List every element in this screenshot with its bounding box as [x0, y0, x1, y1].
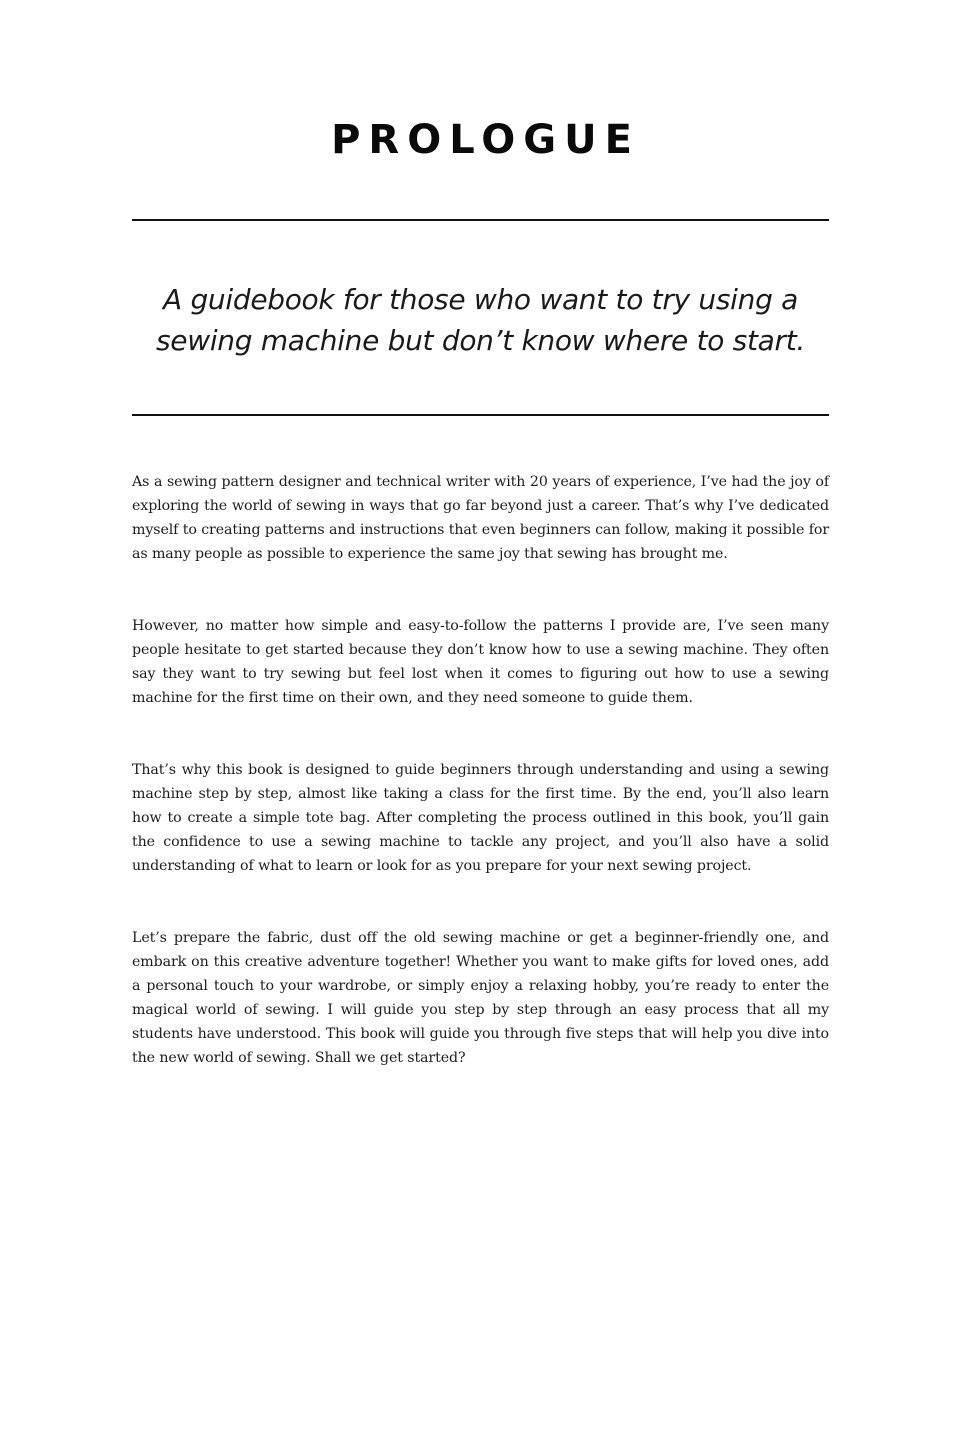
- body-paragraph-2: However, no matter how simple and easy-to-follow the patterns I provide are, I’ve seen many people hesitate to get started because they don’t know how to use a sewing machine. They often say they want to try sewing but feel lost when it comes to figuring out how to use a sewing machine for the first time on their own, and they need someone to guide them.: [132, 618, 829, 706]
- top-divider: [132, 219, 829, 221]
- page-subtitle: A guidebook for those who want to try using a sewing machine but don’t know where to start.: [156, 283, 805, 357]
- body-paragraph-3: That’s why this book is designed to guide beginners through understanding and using a sewing machine step by step, almost like taking a class for the first time. By the end, you’ll also learn how to create a simple tote bag. After completing the process outlined in this book, you’ll gain the confidence to use a sewing machine to tackle any project, and you’ll also have a solid understanding of what to learn or look for as you prepare for your next sewing project.: [132, 762, 829, 874]
- page-title: PROLOGUE: [331, 117, 640, 163]
- bottom-divider: [132, 414, 829, 416]
- body-paragraph-1: As a sewing pattern designer and technical writer with 20 years of experience, I’ve had the joy of exploring the world of sewing in ways that go far beyond just a career. That’s why I’ve dedicated myself to creating patterns and instructions that even beginners can follow, making it possible for as many people as possible to experience the same joy that sewing has brought me.: [132, 474, 829, 562]
- body-paragraph-4: Let’s prepare the fabric, dust off the old sewing machine or get a beginner-friendly one, and embark on this creative adventure together! Whether you want to make gifts for loved ones, add a personal touch to your wardrobe, or simply enjoy a relaxing hobby, you’re ready to enter the magical world of sewing. I will guide you step by step through an easy process that all my students have understood. This book will guide you through five steps that will help you dive into the new world of sewing. Shall we get started?: [132, 930, 829, 1066]
